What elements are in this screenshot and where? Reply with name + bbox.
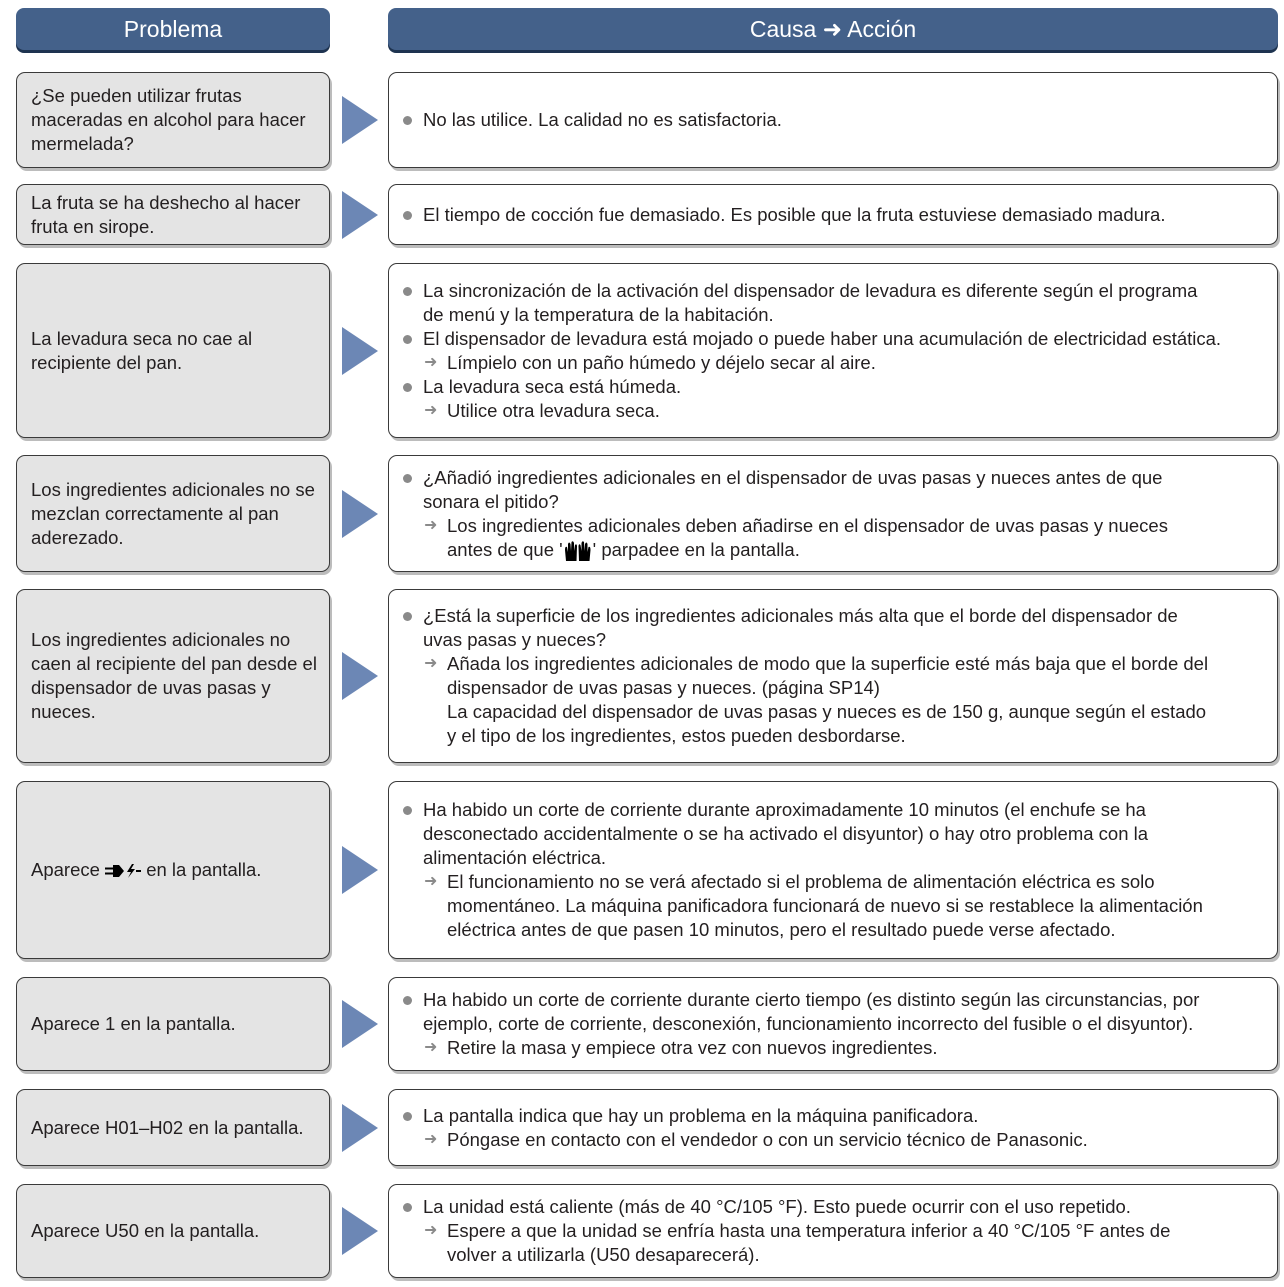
arrow-icon — [342, 1104, 378, 1152]
problem-cell — [16, 977, 330, 1071]
cause-continuation — [401, 628, 1273, 652]
problem-text: ¿Se pueden utilizar frutas maceradas en alcohol para hacer mermelada? — [31, 85, 306, 154]
remedy-text: volver a utilizarla (U50 desaparecerá). — [447, 1244, 760, 1265]
trouble-row-ingredients-mix — [0, 455, 1284, 572]
remedy-text: El funcionamiento no se verá afectado si el problema de alimentación eléctrica es solo — [447, 871, 1155, 892]
problem-text: Los ingredientes adicionales no se mezclan correctamente al pan aderezado. — [31, 478, 315, 548]
arrow-right-icon: ➜ — [424, 655, 438, 672]
bullet-icon — [403, 996, 412, 1005]
action-column-header — [388, 8, 1278, 50]
arrow-right-icon: ➜ — [424, 1222, 438, 1239]
cause-continuation — [401, 490, 1273, 514]
action-cell — [388, 263, 1278, 438]
bullet-icon — [403, 1203, 412, 1212]
remedy-item — [401, 351, 1273, 375]
trouble-row-dry-yeast — [0, 263, 1284, 438]
cause-text: ¿Añadió ingredientes adicionales en el dispensador de uvas pasas y nueces antes de que — [423, 466, 1163, 488]
trouble-row-alcohol-fruit — [0, 72, 1284, 168]
problem-cell — [16, 1089, 330, 1166]
remedy-text: ' parpadee en la pantalla. — [592, 538, 800, 560]
cause-item — [401, 798, 1273, 822]
remedy-text: momentáneo. La máquina panificadora funcionará de nuevo si se restablece la alimentación — [447, 895, 1203, 916]
arrow-right-icon: ➜ — [424, 873, 438, 890]
arrow-right-icon: ➜ — [424, 1039, 438, 1056]
remedy-text: dispensador de uvas pasas y nueces. (página SP14) — [447, 677, 880, 698]
trouble-row-power-failure — [0, 781, 1284, 959]
power-plug-icon — [105, 863, 141, 879]
action-cell — [388, 72, 1278, 168]
action-cell — [388, 781, 1278, 959]
bullet-icon — [403, 383, 412, 392]
cause-text: alimentación eléctrica. — [423, 847, 607, 868]
remedy-continuation — [401, 538, 1273, 562]
remedy-text: Espere a que la unidad se enfría hasta una temperatura inferior a 40 °C/105 °F antes de — [447, 1220, 1171, 1241]
problem-cell — [16, 184, 330, 245]
cause-item — [401, 375, 1273, 399]
remedy-continuation — [401, 724, 1273, 748]
cause-text: uvas pasas y nueces? — [423, 629, 607, 650]
remedy-continuation — [401, 676, 1273, 700]
remedy-continuation — [401, 918, 1273, 942]
cause-text: ¿Está la superficie de los ingredientes adicionales más alta que el borde del dispensador de — [423, 605, 1178, 626]
problem-text: Aparece H01–H02 en la pantalla. — [31, 1116, 304, 1138]
arrow-right-icon: ➜ — [424, 1130, 438, 1148]
trouble-row-ingredients-drop — [0, 589, 1284, 763]
hands-icon — [563, 541, 593, 561]
cause-text: de menú y la temperatura de la habitación. — [423, 303, 774, 325]
remedy-text: Límpielo con un paño húmedo y déjelo secar al aire. — [447, 351, 876, 373]
cause-item — [401, 1104, 1273, 1128]
cause-text: La levadura seca está húmeda. — [423, 375, 682, 397]
remedy-text: antes de que ' — [447, 538, 563, 560]
action-cell — [388, 455, 1278, 572]
arrow-icon — [342, 652, 378, 700]
problem-text: Los ingredientes adicionales no caen al recipiente del pan desde el dispensador de uvas pasas y nueces. — [31, 629, 317, 722]
cause-item — [401, 203, 1273, 227]
bullet-icon — [403, 211, 412, 220]
trouble-row-fruit-syrup — [0, 184, 1284, 245]
cause-continuation — [401, 1012, 1273, 1036]
cause-text: La unidad está caliente (más de 40 °C/105 °F). Esto puede ocurrir con el uso repetido. — [423, 1196, 1131, 1217]
trouble-row-error-h01 — [0, 1089, 1284, 1166]
action-cell — [388, 184, 1278, 245]
problem-text: Aparece U50 en la pantalla. — [31, 1220, 260, 1241]
cause-item — [401, 988, 1273, 1012]
remedy-text: eléctrica antes de que pasen 10 minutos, pero el resultado puede verse afectado. — [447, 919, 1116, 940]
arrow-icon — [342, 327, 378, 375]
problem-cell — [16, 1184, 330, 1278]
problem-text: Aparece 1 en la pantalla. — [31, 1013, 236, 1034]
arrow-icon — [342, 1207, 378, 1255]
cause-item — [401, 1195, 1273, 1219]
arrow-right-icon: ➜ — [424, 516, 438, 534]
remedy-item — [401, 652, 1273, 676]
cause-text: ejemplo, corte de corriente, desconexión, funcionamiento incorrecto del fusible o el disyuntor). — [423, 1013, 1194, 1034]
trouble-row-error-1 — [0, 977, 1284, 1071]
remedy-continuation — [401, 700, 1273, 724]
remedy-text: Utilice otra levadura seca. — [447, 399, 660, 421]
cause-continuation — [401, 846, 1273, 870]
remedy-continuation — [401, 894, 1273, 918]
cause-text: desconectado accidentalmente o se ha activado el disyuntor) o hay otro problema con la — [423, 823, 1149, 844]
remedy-text: Retire la masa y empiece otra vez con nuevos ingredientes. — [447, 1037, 938, 1058]
arrow-icon — [342, 846, 378, 894]
cause-text: El tiempo de cocción fue demasiado. Es posible que la fruta estuviese demasiado madura. — [423, 203, 1166, 225]
arrow-right-icon: ➜ — [424, 353, 438, 371]
bullet-icon — [403, 612, 412, 621]
cause-continuation — [401, 822, 1273, 846]
remedy-item — [401, 1128, 1273, 1152]
remedy-text: Los ingredientes adicionales deben añadirse en el dispensador de uvas pasas y nueces — [447, 514, 1168, 536]
problem-text: Aparece en la pantalla. — [31, 859, 262, 880]
arrow-right-icon: ➜ — [424, 401, 438, 419]
cause-item — [401, 466, 1273, 490]
remedy-item — [401, 514, 1273, 538]
arrow-icon — [342, 96, 378, 144]
action-cell — [388, 589, 1278, 763]
cause-continuation — [401, 303, 1273, 327]
remedy-item — [401, 870, 1273, 894]
bullet-icon — [403, 806, 412, 815]
bullet-icon — [403, 335, 412, 344]
remedy-item — [401, 1036, 1273, 1060]
cause-text: La sincronización de la activación del dispensador de levadura es diferente según el programa — [423, 279, 1198, 301]
problem-cell — [16, 455, 330, 572]
problem-text: La levadura seca no cae al recipiente del pan. — [31, 327, 253, 373]
problem-column-header — [16, 8, 330, 50]
remedy-text: Póngase en contacto con el vendedor o con un servicio técnico de Panasonic. — [447, 1128, 1088, 1150]
action-header-label: Causa ➜ Acción — [749, 15, 917, 42]
cause-text: sonara el pitido? — [423, 490, 559, 512]
bullet-icon — [403, 474, 412, 483]
action-cell — [388, 1184, 1278, 1278]
action-cell — [388, 977, 1278, 1071]
cause-item — [401, 108, 1273, 132]
remedy-continuation — [401, 1243, 1273, 1267]
cause-text: No las utilice. La calidad no es satisfactoria. — [423, 109, 782, 130]
cause-item — [401, 327, 1273, 351]
remedy-text: Añada los ingredientes adicionales de modo que la superficie esté más baja que el borde del — [447, 653, 1209, 674]
cause-item — [401, 279, 1273, 303]
cause-text: La pantalla indica que hay un problema en la máquina panificadora. — [423, 1104, 979, 1126]
problem-header-label: Problema — [123, 15, 223, 42]
trouble-row-error-u50 — [0, 1184, 1284, 1278]
arrow-icon — [342, 490, 378, 538]
action-cell — [388, 1089, 1278, 1166]
remedy-item — [401, 399, 1273, 423]
problem-text: La fruta se ha deshecho al hacer fruta en sirope. — [31, 191, 301, 237]
remedy-text: La capacidad del dispensador de uvas pasas y nueces es de 150 g, aunque según el estado — [447, 701, 1207, 722]
cause-text: Ha habido un corte de corriente durante cierto tiempo (es distinto según las circunstancias, por — [423, 989, 1200, 1010]
remedy-item — [401, 1219, 1273, 1243]
remedy-text: y el tipo de los ingredientes, estos pueden desbordarse. — [447, 725, 906, 746]
cause-item — [401, 604, 1273, 628]
bullet-icon — [403, 116, 412, 125]
arrow-icon — [342, 1000, 378, 1048]
arrow-icon — [342, 191, 378, 239]
problem-cell — [16, 781, 330, 959]
cause-text: Ha habido un corte de corriente durante aproximadamente 10 minutos (el enchufe se ha — [423, 799, 1146, 820]
problem-cell — [16, 589, 330, 763]
problem-cell — [16, 72, 330, 168]
problem-cell — [16, 263, 330, 438]
bullet-icon — [403, 287, 412, 296]
bullet-icon — [403, 1112, 412, 1121]
cause-text: El dispensador de levadura está mojado o puede haber una acumulación de electricidad estática. — [423, 327, 1222, 349]
